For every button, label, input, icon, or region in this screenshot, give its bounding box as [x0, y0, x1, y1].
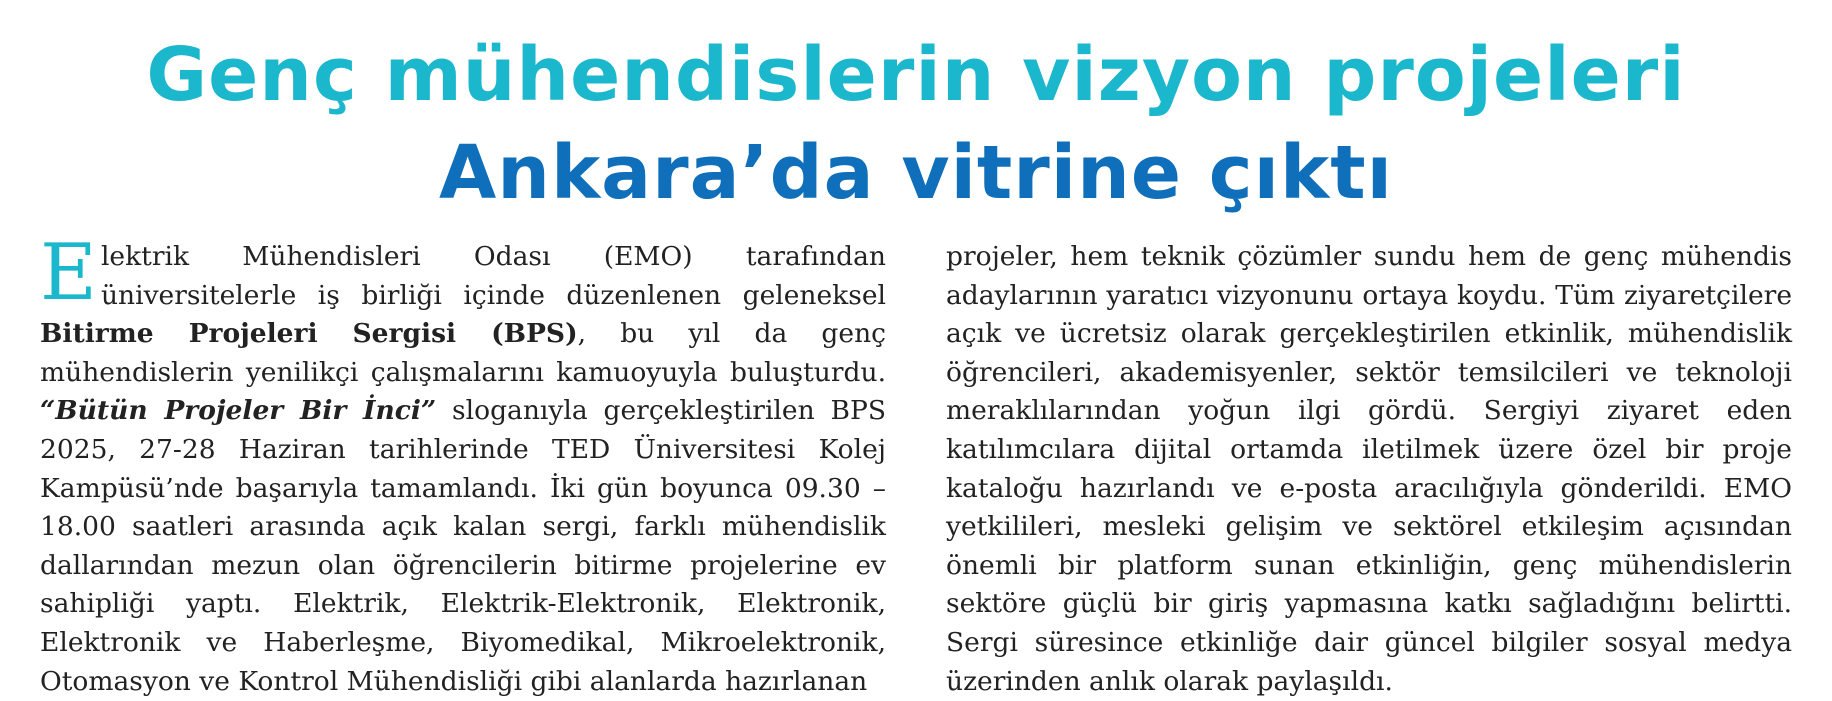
text-segment: sloganıyla gerçekleştirilen BPS 2025, 27-28 Haziran tarihlerinde TED Üniversitesi Kolej Kampüsü’nde başarıyla tamamlandı. İki gün boyunca 09.30 – 18.00 saatleri arasında açık kalan sergi, farklı mühendislik dallarından mezun olan öğrencilerin bitirme projelerine ev sahipliği yaptı. Elektrik, Elektrik-Elektronik, Elektronik, Elektronik ve Haberleşme, Biyomedikal, Mikroelektronik, Otomasyon ve Kontrol Mühendisliği gibi alanlarda hazırlanan	[40, 395, 886, 697]
event-name: Bitirme Projeleri Sergisi (BPS)	[40, 318, 578, 350]
slogan: “Bütün Projeler Bir İnci”	[40, 395, 437, 427]
headline-line-1: Genç mühendislerin vizyon projeleri	[146, 32, 1686, 118]
headline-line-2: Ankara’da vitrine çıktı	[439, 130, 1393, 216]
article-body	[40, 228, 1792, 701]
text-segment: lektrik Mühendisleri Odası (EMO) tarafından üniversitelerle iş birliği içinde düzenlenen geleneksel	[100, 241, 886, 311]
paragraph-right: projeler, hem teknik çözümler sundu hem de genç mühendis adaylarının yaratıcı vizyonunu ortaya koydu. Tüm ziyaretçilere açık ve ücretsiz olarak gerçekleştirilen etkinlik, mühendislik öğrencileri, akademisyenler, sektör temsilcileri ve teknoloji meraklılarından yoğun ilgi gördü. Sergiyi ziyaret eden katılımcılara dijital ortamda iletilmek üzere özel bir proje kataloğu hazırlandı ve e-posta aracılığıyla gönderildi. EMO yetkilileri, mesleki gelişim ve sektörel etkileşim açısından önemli bir platform sunan etkinliğin, genç mühendislerin sektöre güçlü bir giriş yapmasına katkı sağladığını belirtti. Sergi süresince etkinliğe dair güncel bilgiler sosyal medya üzerinden anlık olarak paylaşıldı.	[946, 241, 1792, 697]
article-column-right	[946, 238, 1792, 701]
drop-cap: E	[40, 228, 97, 318]
text-segment: , bu yıl da genç mühendislerin yenilikçi çalışmalarını kamuoyuyla buluşturdu.	[40, 318, 886, 388]
article-column-left	[40, 228, 886, 701]
paragraph-left	[40, 228, 886, 701]
